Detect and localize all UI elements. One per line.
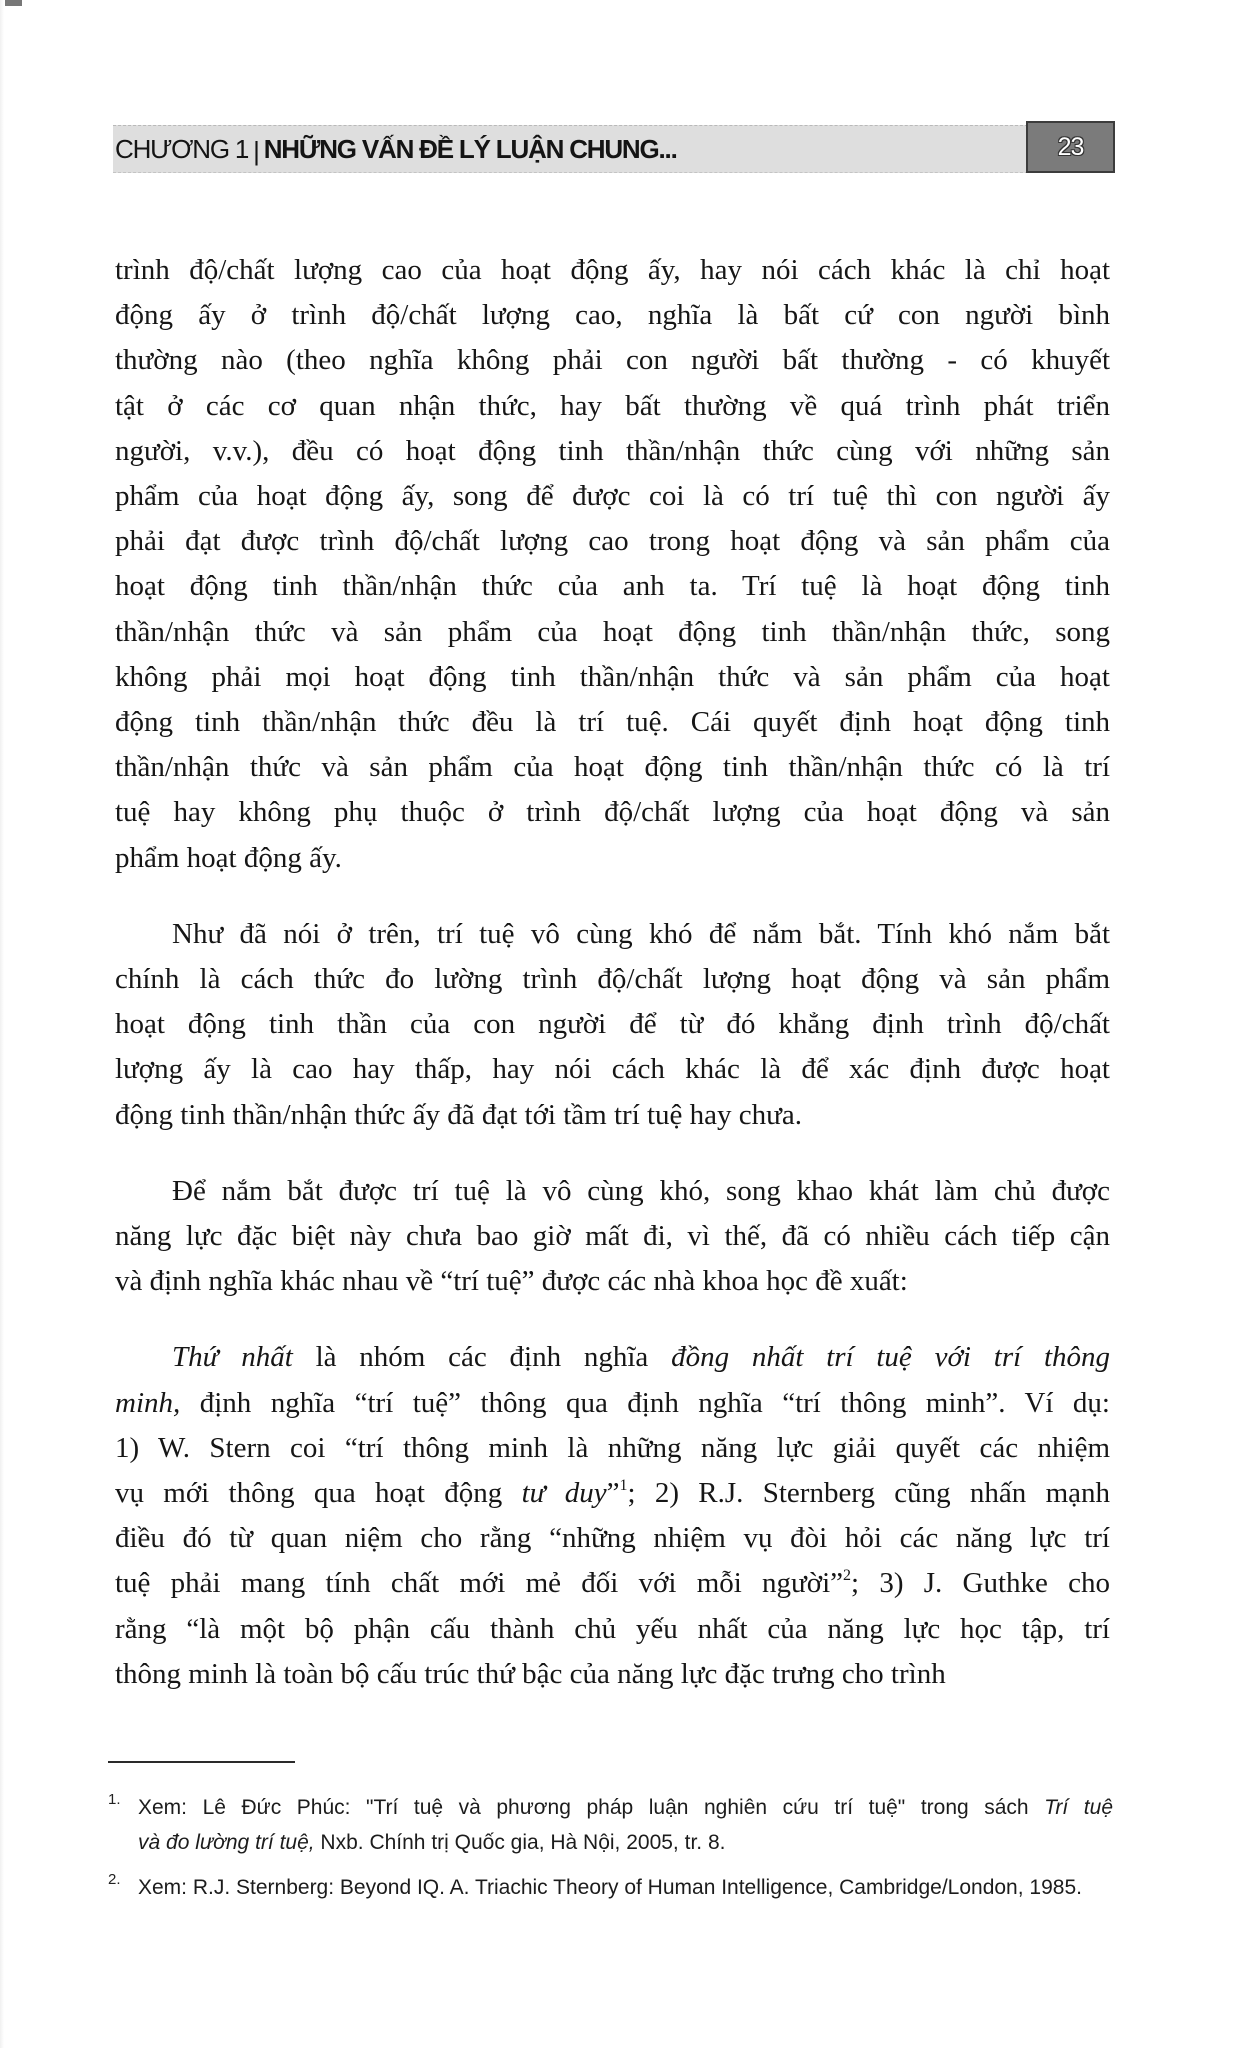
text-run: phải đạt được trình độ/chất lượng cao trong hoạt động và sản phẩm của: [115, 525, 1110, 558]
text-run: là nhóm các định nghĩa: [292, 1341, 672, 1374]
italic-text: minh,: [115, 1386, 181, 1419]
text-run: chính là cách thức đo lường trình độ/chất lượng hoạt động và sản phẩm: [115, 963, 1110, 995]
text-run: ; 2) R.J. Sternberg cũng nhấn mạnh: [627, 1477, 1111, 1509]
text-run: tật ở các cơ quan nhận thức, hay bất thường về quá trình phát triển: [115, 389, 1110, 422]
text-run: năng lực đặc biệt này chưa bao giờ mất đi, vì thế, đã có nhiều cách tiếp cận: [115, 1220, 1110, 1252]
text-run: Nxb. Chính trị Quốc gia, Hà Nội, 2005, tr. 8.: [314, 1831, 726, 1854]
footnote-reference: 2: [843, 1567, 852, 1585]
text-run: rằng “là một bộ phận cấu thành chủ yếu nhất của năng lực học tập, trí: [115, 1612, 1110, 1645]
italic-text: và đo lường trí tuệ,: [138, 1831, 315, 1854]
italic-text: Thứ nhất: [172, 1341, 293, 1374]
footnote-line: [138, 1791, 1113, 1825]
text-run: vụ mới thông qua hoạt động: [115, 1477, 522, 1509]
footnote-line-content: [138, 1791, 1113, 1825]
footnote-line: [138, 1871, 1113, 1905]
text-run: tuệ phải mang tính chất mới mẻ đối với mỗi người”: [115, 1567, 844, 1600]
text-run: lượng ấy là cao hay thấp, hay nói cách khác là để xác định được hoạt: [115, 1053, 1110, 1086]
footnote-line-content: [138, 1826, 725, 1860]
text-run: 1) W. Stern coi “trí thông minh là những năng lực giải quyết các nhiệm: [115, 1431, 1110, 1464]
text-run: Để nắm bắt được trí tuệ là vô cùng khó, song khao khát làm chủ được: [172, 1174, 1110, 1207]
text-run: thần/nhận thức và sản phẩm của hoạt động tinh thần/nhận thức, song: [115, 615, 1110, 648]
text-run: định nghĩa “trí tuệ” thông qua định nghĩa “trí thông minh”. Ví dụ:: [180, 1386, 1110, 1419]
footnote-number: 2.: [108, 1871, 121, 1888]
chapter-separator: |: [253, 136, 259, 166]
scan-artifact: [5, 0, 22, 6]
text-run: thông minh là toàn bộ cấu trúc thứ bậc của năng lực đặc trưng cho trình: [115, 1657, 946, 1690]
footnote-line: [138, 1826, 1113, 1860]
text-run: thần/nhận thức và sản phẩm của hoạt động tinh thần/nhận thức có là trí: [115, 751, 1110, 784]
text-run: hoạt động tinh thần của con người để từ đó khẳng định trình độ/chất: [115, 1008, 1110, 1041]
footnote-line-content: [138, 1871, 1082, 1905]
text-run: tuệ hay không phụ thuộc ở trình độ/chất lượng của hoạt động và sản: [115, 796, 1110, 829]
italic-text: tư duy: [521, 1477, 607, 1509]
footnote-number: 1.: [108, 1791, 121, 1808]
text-run: phẩm của hoạt động ấy, song để được coi là có trí tuệ thì con người ấy: [115, 480, 1110, 512]
text-run: Như đã nói ở trên, trí tuệ vô cùng khó để nắm bắt. Tính khó nắm bắt: [172, 917, 1110, 950]
text-run: và định nghĩa khác nhau về “trí tuệ” được các nhà khoa học đề xuất:: [115, 1265, 908, 1298]
chapter-title: NHỮNG VẤN ĐỀ LÝ LUẬN CHUNG...: [263, 134, 677, 164]
text-run: động ấy ở trình độ/chất lượng cao, nghĩa là bất cứ con người bình: [115, 299, 1110, 332]
text-run: ; 3) J. Guthke cho: [851, 1567, 1111, 1600]
text-run: động tinh thần/nhận thức ấy đã đạt tới tầm trí tuệ hay chưa.: [115, 1098, 803, 1131]
text-run: không phải mọi hoạt động tinh thần/nhận thức và sản phẩm của hoạt: [115, 660, 1110, 693]
text-run: người, v.v.), đều có hoạt động tinh thần/nhận thức cùng với những sản: [115, 434, 1110, 467]
text-run: động tinh thần/nhận thức đều là trí tuệ. Cái quyết định hoạt động tinh: [115, 706, 1110, 738]
text-run: ”: [606, 1477, 620, 1509]
chapter-label: CHƯƠNG 1: [115, 134, 249, 164]
text-run: hoạt động tinh thần/nhận thức của anh ta. Trí tuệ là hoạt động tinh: [115, 570, 1110, 603]
text-run: thường nào (theo nghĩa không phải con người bất thường - có khuyết: [115, 344, 1110, 377]
text-run: trình độ/chất lượng cao của hoạt động ấy, hay nói cách khác là chỉ hoạt: [115, 254, 1110, 286]
scan-edge-shadow: [0, 0, 4, 2048]
text-run: điều đó từ quan niệm cho rằng “những nhiệm vụ đòi hỏi các năng lực trí: [115, 1522, 1110, 1555]
footnotes: [108, 0, 1113, 1960]
page-number: 23: [1057, 132, 1084, 161]
footnote-reference: 1: [619, 1477, 628, 1494]
italic-text: đồng nhất trí tuệ với trí thông: [671, 1341, 1111, 1374]
text-run: Xem: Lê Đức Phúc: "Trí tuệ và phương pháp luận nghiên cứu trí tuệ" trong sách: [138, 1796, 1045, 1819]
text-run: Xem: R.J. Sternberg: Beyond IQ. A. Triachic Theory of Human Intelligence, Cambridge/London, 1985.: [138, 1876, 1082, 1899]
text-run: phẩm hoạt động ấy.: [115, 841, 342, 874]
italic-text: Trí tuệ: [1044, 1796, 1113, 1819]
